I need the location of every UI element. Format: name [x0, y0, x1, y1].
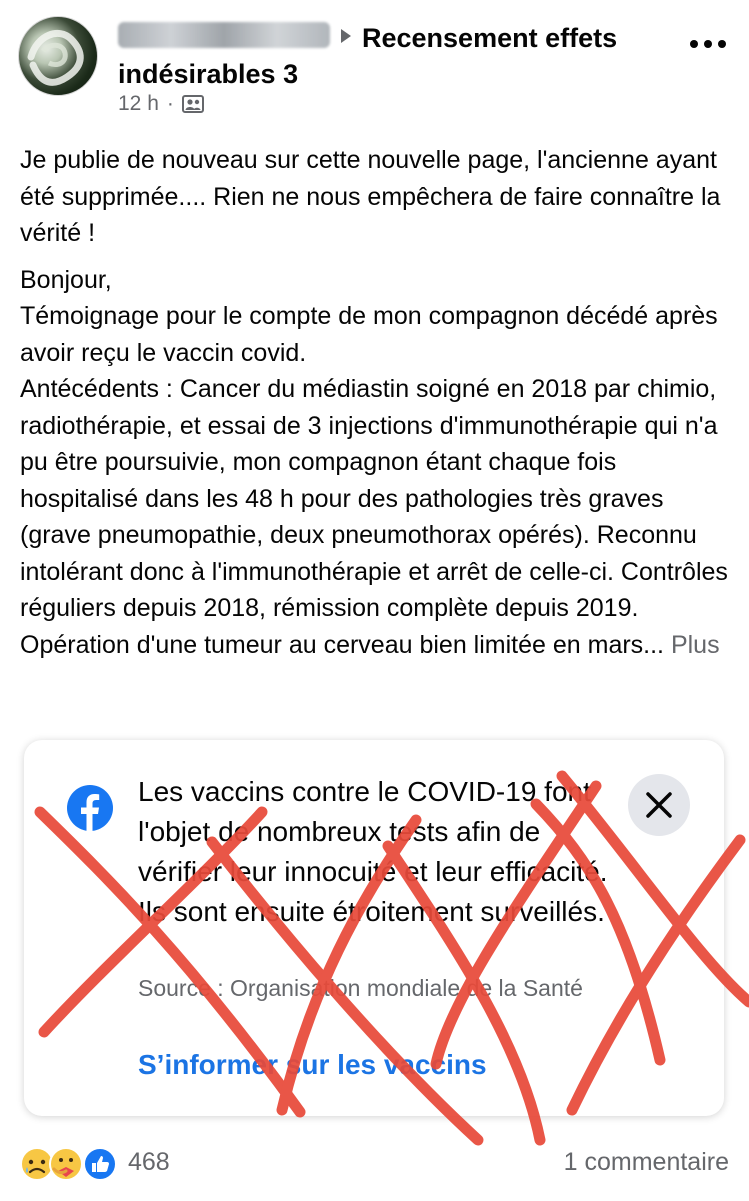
post-footer: [0, 1140, 749, 1190]
reaction-icons[interactable]: [18, 1145, 122, 1183]
see-more-link[interactable]: Plus: [670, 630, 720, 659]
like-reaction-icon: [84, 1148, 116, 1180]
vaccine-info-link[interactable]: S’informer sur les vaccins: [138, 1049, 487, 1080]
post-paragraph-testimony: [20, 262, 732, 664]
sad-reaction-icon: [21, 1148, 53, 1180]
testimony-text: Bonjour, Témoignage pour le compte de mon compagnon décédé après avoir reçu le vaccin covid. Antécédents : Cancer du médiastin soigné en 2018 par chimio, radiothérapie, et essai de 3 injections d'immunothérapie qui n'a pu être poursuivie, mon compagnon étant chaque fois hospitalisé dans les 48 h pour des pathologies très graves (grave pneumopathie, deux pneumothorax opérés). Reconnu intolérant donc à l'immunothérapie et arrêt de celle-ci. Contrôles réguliers depuis 2018, rémission complète depuis 2019. Opération d'une tumeur au cerveau bien limitée en mars...: [20, 265, 728, 659]
post-meta: [118, 90, 204, 118]
group-audience-icon: [182, 95, 204, 113]
post-paragraph-intro: Je publie de nouveau sur cette nouvelle page, l'ancienne ayant été supprimée.... Rien ne nous empêchera de faire connaître la vérité !: [20, 146, 721, 247]
group-name[interactable]: Recensement effets indésirables 3: [118, 23, 618, 89]
close-button[interactable]: [628, 774, 690, 836]
card-message: Les vaccins contre le COVID-19 font l'objet de nombreux tests afin de vérifier leur innocuité et leur efficacité. Ils sont ensuite étroitement surveillés.: [138, 776, 608, 927]
facebook-logo-icon: [67, 785, 113, 831]
care-reaction-icon: [50, 1148, 82, 1180]
comments-count[interactable]: 1 commentaire: [563, 1148, 729, 1176]
meta-separator: ·: [166, 92, 174, 115]
post-time[interactable]: 12 h: [118, 92, 159, 115]
group-avatar[interactable]: [18, 16, 98, 96]
card-source: Source : Organisation mondiale de la Santé: [138, 975, 583, 1001]
close-icon: [628, 774, 690, 836]
more-options-icon[interactable]: [688, 38, 728, 50]
post-body: [20, 142, 732, 673]
covid-info-card: [24, 740, 724, 1116]
reaction-count[interactable]: 468: [128, 1148, 170, 1176]
